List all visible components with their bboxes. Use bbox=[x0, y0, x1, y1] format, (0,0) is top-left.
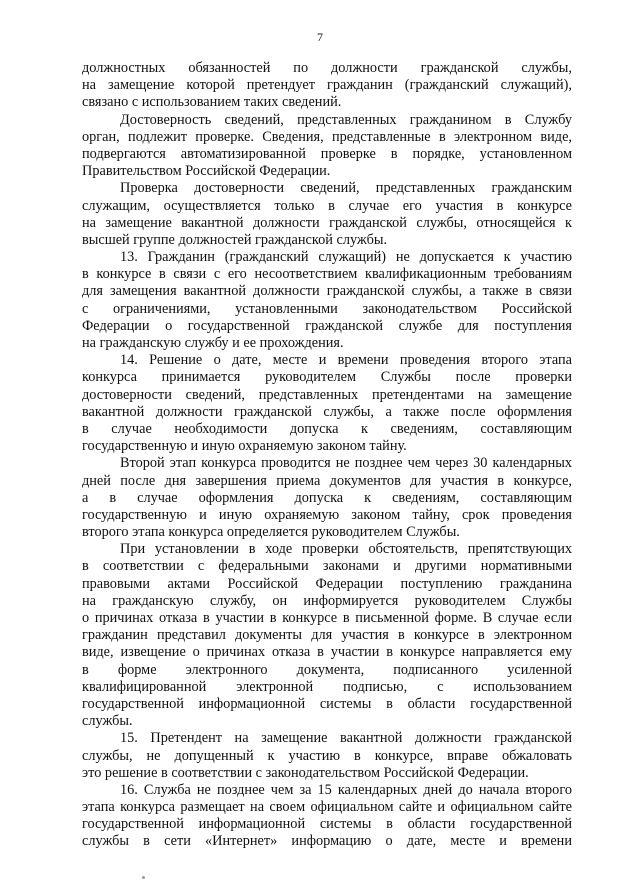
text-line: государственной информационной системы в области государственной bbox=[82, 695, 572, 712]
text-line: 14. Решение о дате, месте и времени проведения второго этапа bbox=[120, 352, 572, 369]
text-line: на гражданскую службу и ее прохождения. bbox=[82, 335, 344, 351]
paragraph-item-15 bbox=[82, 730, 572, 782]
paragraph-refusal-notice bbox=[82, 541, 572, 730]
text-line: а в случае оформления допуска к сведениям, составляющим bbox=[82, 489, 572, 506]
text-line: гражданин представил документы для участия в конкурсе в электронном bbox=[82, 627, 572, 644]
text-line: о причинах отказа в участии в конкурсе в письменной форме. В случае если bbox=[82, 610, 572, 626]
text-line: в форме электронного документа, подписанного усиленной bbox=[82, 661, 572, 678]
text-line: с ограничениями, установленными законодательством Российской bbox=[82, 300, 572, 317]
text-line: должностных обязанностей по должности гражданской службы, bbox=[82, 60, 572, 76]
text-line: в соответствии с федеральными законами и другими нормативными bbox=[82, 558, 572, 575]
text-line: 16. Служба не позднее чем за 15 календарных дней до начала второго bbox=[120, 781, 572, 798]
text-line: на замещение вакантной должности гражданской службы, относящейся к bbox=[82, 214, 572, 231]
document-body bbox=[82, 60, 572, 851]
text-line: Достоверность сведений, представленных гражданином в Службу bbox=[120, 111, 572, 128]
text-line: вакантной должности гражданской службы, а также после оформления bbox=[82, 403, 572, 420]
text-line: конкурса принимается руководителем Службы после проверки bbox=[82, 369, 572, 386]
paragraph-civil-servant-check bbox=[82, 180, 572, 249]
text-line: Федерации о государственной гражданской службе для поступления bbox=[82, 317, 572, 334]
paragraph-item-14 bbox=[82, 352, 572, 455]
text-line: При установлении в ходе проверки обстоятельств, препятствующих bbox=[120, 541, 572, 558]
text-line: виде, извещение о причинах отказа в участии в конкурсе направляется ему bbox=[82, 644, 572, 661]
text-line: 13. Гражданин (гражданский служащий) не допускается к участию bbox=[120, 249, 572, 266]
text-line: в конкурсе в связи с его несоответствием квалификационным требованиям bbox=[82, 266, 572, 283]
text-line: государственной информационной системы в области государственной bbox=[82, 816, 572, 833]
text-line: орган, подлежит проверке. Сведения, представленные в электронном виде, bbox=[82, 128, 572, 145]
text-line: служащим, осуществляется только в случае его участия в конкурсе bbox=[82, 197, 572, 214]
text-line: связано с использованием таких сведений. bbox=[82, 94, 342, 111]
text-line: службы. bbox=[82, 713, 133, 730]
text-line: этапа конкурса размещает на своем официальном сайте и официальном сайте bbox=[82, 799, 572, 816]
page-number: 7 bbox=[317, 30, 323, 44]
text-line: государственную и иную охраняемую законом тайну, срок проведения bbox=[82, 506, 572, 523]
paragraph-second-stage-timing bbox=[82, 455, 572, 541]
text-line: дней после дня завершения приема документов для участия в конкурсе, bbox=[82, 472, 572, 489]
text-line: Проверка достоверности сведений, представленных гражданским bbox=[120, 180, 572, 197]
text-line: службы, не допущенный к участию в конкурсе, вправе обжаловать bbox=[82, 747, 572, 764]
text-line: это решение в соответствии с законодательством Российской Федерации. bbox=[82, 764, 529, 781]
text-line: высшей группе должностей гражданской службы. bbox=[82, 231, 388, 248]
text-line: для замещения вакантной должности гражданской службы, а также в связи bbox=[82, 283, 572, 300]
text-line: Второй этап конкурса проводится не позднее чем через 30 календарных bbox=[120, 455, 572, 472]
text-line: в случае необходимости допуска к сведениям, составляющим bbox=[82, 420, 572, 437]
paragraph-continuation bbox=[82, 60, 572, 112]
text-line: государственную и иную охраняемую законом тайну. bbox=[82, 438, 407, 455]
text-line: достоверности сведений, представленных претендентами на замещение bbox=[82, 386, 572, 403]
text-line: Правительством Российской Федерации. bbox=[82, 163, 331, 180]
text-line: службы в сети «Интернет» информацию о дате, месте и времени bbox=[82, 833, 572, 850]
text-line: второго этапа конкурса определяется руководителем Службы. bbox=[82, 524, 460, 541]
scan-artifact-dot bbox=[142, 876, 145, 879]
text-line: подвергаются автоматизированной проверке в порядке, установленном bbox=[82, 145, 572, 162]
text-line: правовыми актами Российской Федерации поступлению гражданина bbox=[82, 575, 572, 592]
text-line: квалифицированной электронной подписью, с использованием bbox=[82, 678, 572, 695]
paragraph-verification bbox=[82, 112, 572, 181]
text-line: на замещение которой претендует гражданин (гражданский служащий), bbox=[82, 77, 572, 94]
text-line: на гражданскую службу, он информируется руководителем Службы bbox=[82, 592, 572, 609]
text-line: 15. Претендент на замещение вакантной должности гражданской bbox=[120, 730, 572, 747]
paragraph-item-16 bbox=[82, 782, 572, 851]
paragraph-item-13 bbox=[82, 249, 572, 352]
